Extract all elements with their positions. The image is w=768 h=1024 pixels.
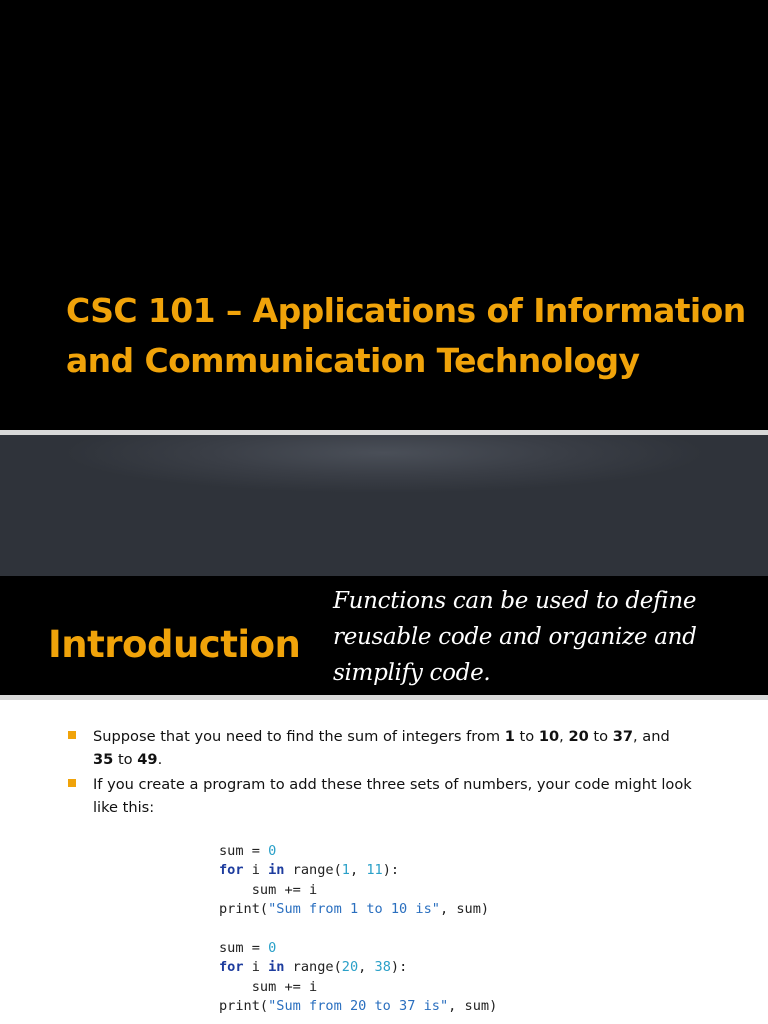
number: 49 — [137, 751, 158, 768]
code-text: print( — [219, 901, 269, 918]
bullet-list — [66, 725, 716, 821]
title-slide — [0, 0, 768, 430]
code-number: 20 — [341, 959, 359, 976]
bullet-item — [66, 725, 716, 771]
bullet-text: , and — [633, 728, 670, 745]
code-text: range( — [284, 862, 342, 879]
code-keyword: for — [219, 959, 244, 976]
intro-quote — [333, 583, 753, 691]
bullet-text: , — [559, 728, 569, 745]
square-bullet-icon — [68, 779, 76, 787]
code-text: , sum) — [448, 998, 498, 1015]
code-text: i — [243, 959, 269, 976]
number: 20 — [568, 728, 589, 745]
code-text: range( — [284, 959, 342, 976]
number: 10 — [538, 728, 560, 745]
code-number: 38 — [374, 959, 391, 976]
code-string: "Sum from 20 to 37 is" — [268, 998, 449, 1015]
course-title — [66, 286, 756, 386]
bullet-text: to — [113, 751, 138, 768]
code-keyword: in — [268, 862, 285, 879]
code-text: i — [243, 862, 269, 879]
square-bullet-icon — [68, 731, 76, 739]
bullet-text: to — [514, 728, 539, 745]
number: 37 — [612, 728, 634, 745]
bullet-text: If you create a program to add these three sets of numbers, your code might look like this: — [93, 776, 692, 816]
code-text: , sum) — [439, 901, 490, 918]
quote-line1: Functions can be used to define — [333, 588, 697, 614]
code-number: 0 — [268, 940, 277, 957]
code-keyword: for — [219, 862, 244, 879]
code-text: sum += i — [219, 978, 318, 995]
slide-footer-band — [0, 435, 768, 576]
code-keyword: in — [268, 959, 285, 976]
code-text: ): — [390, 959, 408, 976]
code-text: ): — [382, 862, 400, 879]
code-text: , — [358, 959, 375, 976]
code-number: 1 — [341, 862, 350, 879]
code-number: 11 — [366, 862, 383, 879]
bullet-item — [66, 773, 716, 819]
quote-line2: reusable code and organize and — [333, 624, 697, 650]
header-rule — [0, 695, 768, 700]
code-text: sum = — [219, 843, 269, 859]
code-string: "Sum from 1 to 10 is" — [268, 901, 440, 918]
course-title-line2: and Communication Technology — [66, 341, 640, 380]
number: 35 — [93, 751, 114, 768]
intro-title: Introduction — [48, 623, 301, 666]
bullet-text: . — [157, 751, 163, 768]
code-text: print( — [219, 998, 269, 1015]
course-title-line1: CSC 101 – Applications of Information — [66, 291, 746, 330]
number: 1 — [504, 728, 515, 745]
code-text: sum += i — [219, 881, 318, 898]
bullet-text: Suppose that you need to find the sum of integers from — [93, 728, 505, 745]
code-number: 0 — [268, 843, 277, 859]
code-block — [219, 842, 497, 1017]
code-text: sum = — [219, 940, 269, 957]
code-text: , — [349, 862, 367, 879]
bullet-text: to — [588, 728, 613, 745]
quote-line3: simplify code. — [333, 660, 491, 686]
